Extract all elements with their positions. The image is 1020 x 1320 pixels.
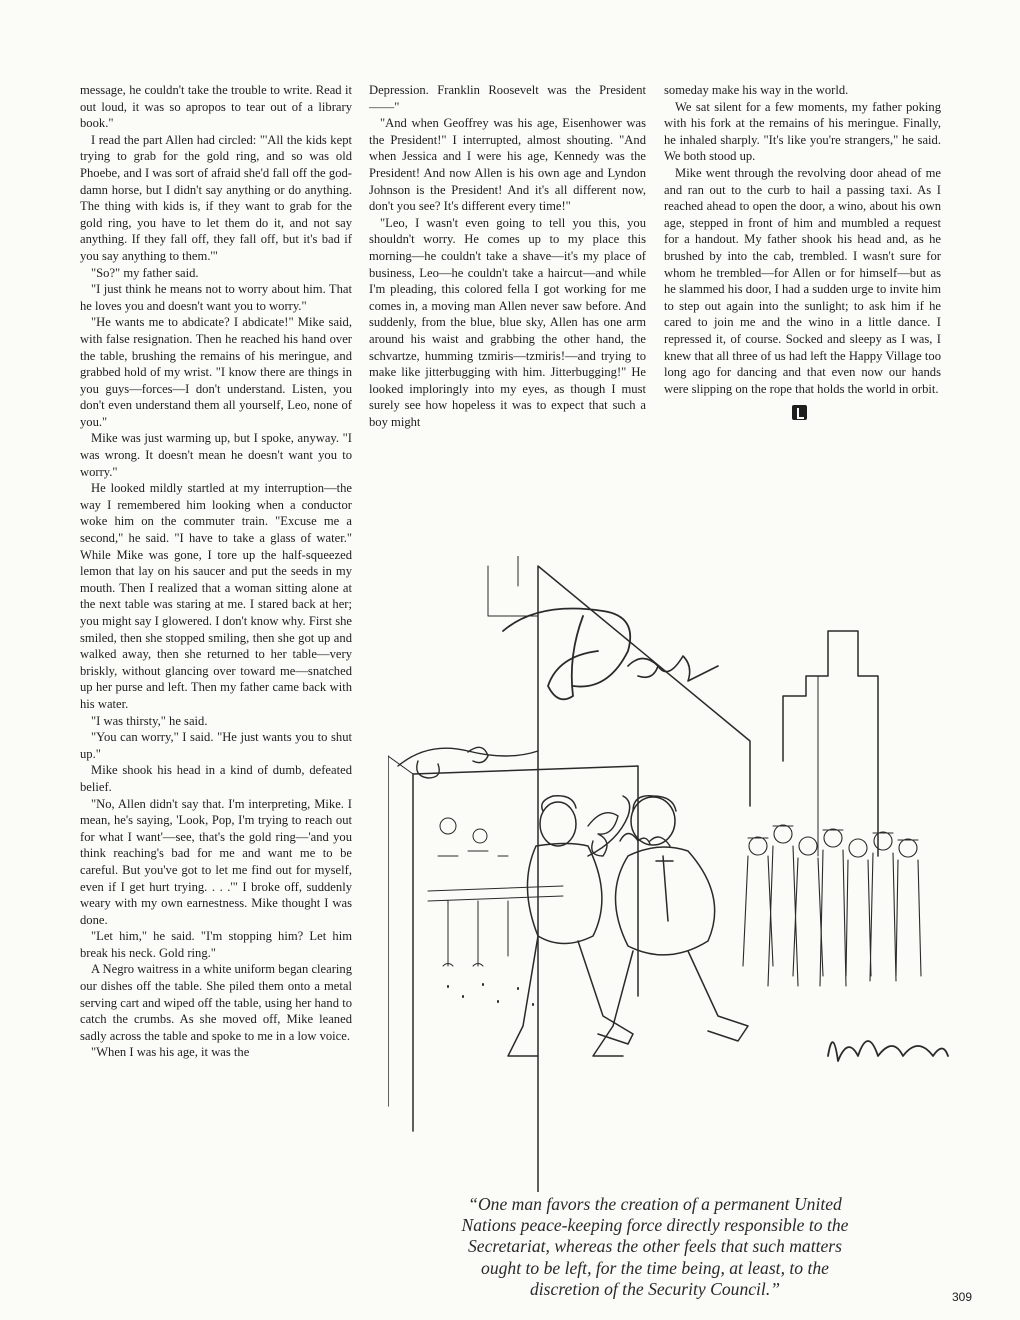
paragraph: "I was thirsty," he said. xyxy=(91,713,208,728)
bar-interior xyxy=(428,886,563,966)
dancing-man-left xyxy=(508,796,633,1056)
artist-signature-text: Handelsman xyxy=(858,1068,903,1078)
paragraph: "You can worry," I said. "He just wants you to shut up." xyxy=(80,730,352,761)
paragraph: "Leo, I wasn't even going to tell you this, you shouldn't worry. He comes up to my place this morning—he couldn't take a shave—it's my place of business, Leo—he couldn't take a haircut—and while I'm pleading, this colored fella I got working for me comes in, a moving man Allen never saw before. And suddenly, from the blue, blue sky, Allen has one arm around his waist and grabbing the other hand, the schvartze, humming tzmiris—tzmiris!—and trying to make like jitterbugging with him. Jitterbugging!" He looked imploringly into my eyes, as though I must surely see how hopeless it was to expect that such a boy might xyxy=(369,215,646,429)
paragraph: "Let him," he said. "I'm stopping him? Let him break his neck. Gold ring." xyxy=(80,929,352,960)
paragraph: "No, Allen didn't say that. I'm interpreting, Mike. I mean, he's saying, 'Look, Pop, I'm trying to reach out for what I want'—see, that's the gold ring—'and you think reaching's bad for me and want me to be careful. But you've got to let me find out for myself, even if I get hurt trying. . . .'" I broke off, suddenly weary with my own earnestness. Mike thought I was done. xyxy=(80,796,352,927)
article-column-1 xyxy=(80,82,352,1061)
bar-sign-text: Bar xyxy=(643,718,662,729)
caption-line: Secretariat, whereas the other feels that such matters xyxy=(468,1236,842,1257)
window-bar-text: Bar xyxy=(593,848,606,858)
end-of-article-icon xyxy=(792,405,807,420)
artist-signature xyxy=(828,1041,948,1061)
article-column-3 xyxy=(664,82,941,420)
page-number: 309 xyxy=(952,1290,973,1304)
paragraph: Mike shook his head in a kind of dumb, defeated belief. xyxy=(80,763,352,794)
paragraph: "And when Geoffrey was his age, Eisenhower was the President!" I interrupted, almost shouting. "And when Jessica and I were his age, Kennedy was the President! And now Allen is his own age and Lyndon Johnson is the President! And it's all different now, don't you see? It's different every time!" xyxy=(369,116,646,214)
paragraph: He looked mildly startled at my interruption—the way I remembered him looking when a conductor woke him on the commuter train. "Excuse me a second," he said. "I have to take a glass of water." While Mike was gone, I tore up the half-squeezed lemon that lay on his saucer and put the seeds in my mouth. Then I realized that a woman sitting alone at the next table was staring at me. I stared back at her; you might say I glowered. I don't know why. First she smiled, then she stopped smiling, then she got up and walked away, then she returned to her table—very briskly, without glancing over toward me—snatched up her purse and left. Then my father came back with his water. xyxy=(80,481,352,711)
crowd-of-onlookers xyxy=(743,825,921,986)
bar-doorway xyxy=(388,756,638,1131)
paragraph: "So?" my father said. xyxy=(91,265,199,280)
paragraph: someday make his way in the world. xyxy=(664,83,849,97)
paragraph: "I just think he means not to worry about him. That he loves you and doesn't want you to worry." xyxy=(80,282,352,313)
caption-line: discretion of the Security Council.” xyxy=(529,1278,781,1299)
cartoon-illustration xyxy=(388,556,958,1192)
article-column-2 xyxy=(369,82,646,430)
paragraph: "When I was his age, it was the xyxy=(91,1045,250,1060)
caption-line: “One man favors the creation of a permanent United xyxy=(468,1194,842,1214)
caption-line: Nations peace-keeping force directly responsible to the xyxy=(461,1215,849,1236)
cartoon-caption xyxy=(405,1194,905,1300)
paragraph: "He wants me to abdicate? I abdicate!" Mike said, with false resignation. Then he reached his hand over the table, brushing the remains of his meringue, and grabbed hold of my wrist. "I know there are things in you guys—forces—I don't understand. Listen, you don't even understand them all yourself, Leo, none of you." xyxy=(80,315,352,429)
paragraph: Mike went through the revolving door ahead of me and ran out to the curb to hail a passing taxi. As I reached ahead to open the door, a wino, about his own age, stepped in front of him and mumbled a request for a handout. My father shook his head and, as he brushed by into the cab, trembled. I wasn't sure for whom he trembled—for Allen or for himself—but as he slammed his door, I had a sudden urge to invite him to step out again into the sunlight; to ask him if he cared to join me and the wino in a little dance. I repressed it, of course. Socked and sleepy as I was, I knew that all three of us had left the Happy Village too long ago for dancing and that even now our hands were slipping on the rope that holds the world in orbit. xyxy=(664,165,941,396)
paragraph: We sat silent for a few moments, my father poking with his fork at the remains of his meringue. Finally, he inhaled sharply. "It's like you're strangers," he said. We both stood up. xyxy=(664,99,941,164)
paragraph: Mike was just warming up, but I spoke, anyway. "I was wrong. It doesn't mean he doesn't want you to worry." xyxy=(80,431,352,479)
paragraph: I read the part Allen had circled: "'All the kids kept trying to grab for the gold ring, and so was old Phoebe, and I was sort of afraid she'd fall off the god-damn horse, but I didn't say anything or do anything. The thing with kids is, if they want to grab for the gold ring, you have to let them do it, and not say anything. If they fall off, they fall off, but it's bad if you say anything to them.'" xyxy=(80,132,352,263)
skyline xyxy=(783,631,878,856)
caption-line: ought to be left, for the time being, at least, to the xyxy=(481,1257,829,1278)
paragraph: A Negro waitress in a white uniform began clearing our dishes off the table. She piled them onto a metal serving cart and wiped off the table, using her hand to catch the crumbs. As she moved off, Mike leaned sadly across the table and spoke to me in a low voice. xyxy=(80,962,352,1043)
paragraph: Depression. Franklin Roosevelt was the President——" xyxy=(369,83,646,114)
floor-dots xyxy=(448,984,533,1005)
paragraph: message, he couldn't take the trouble to write. Read it out loud, it was so apropos to tear out of a library book." xyxy=(80,83,352,131)
